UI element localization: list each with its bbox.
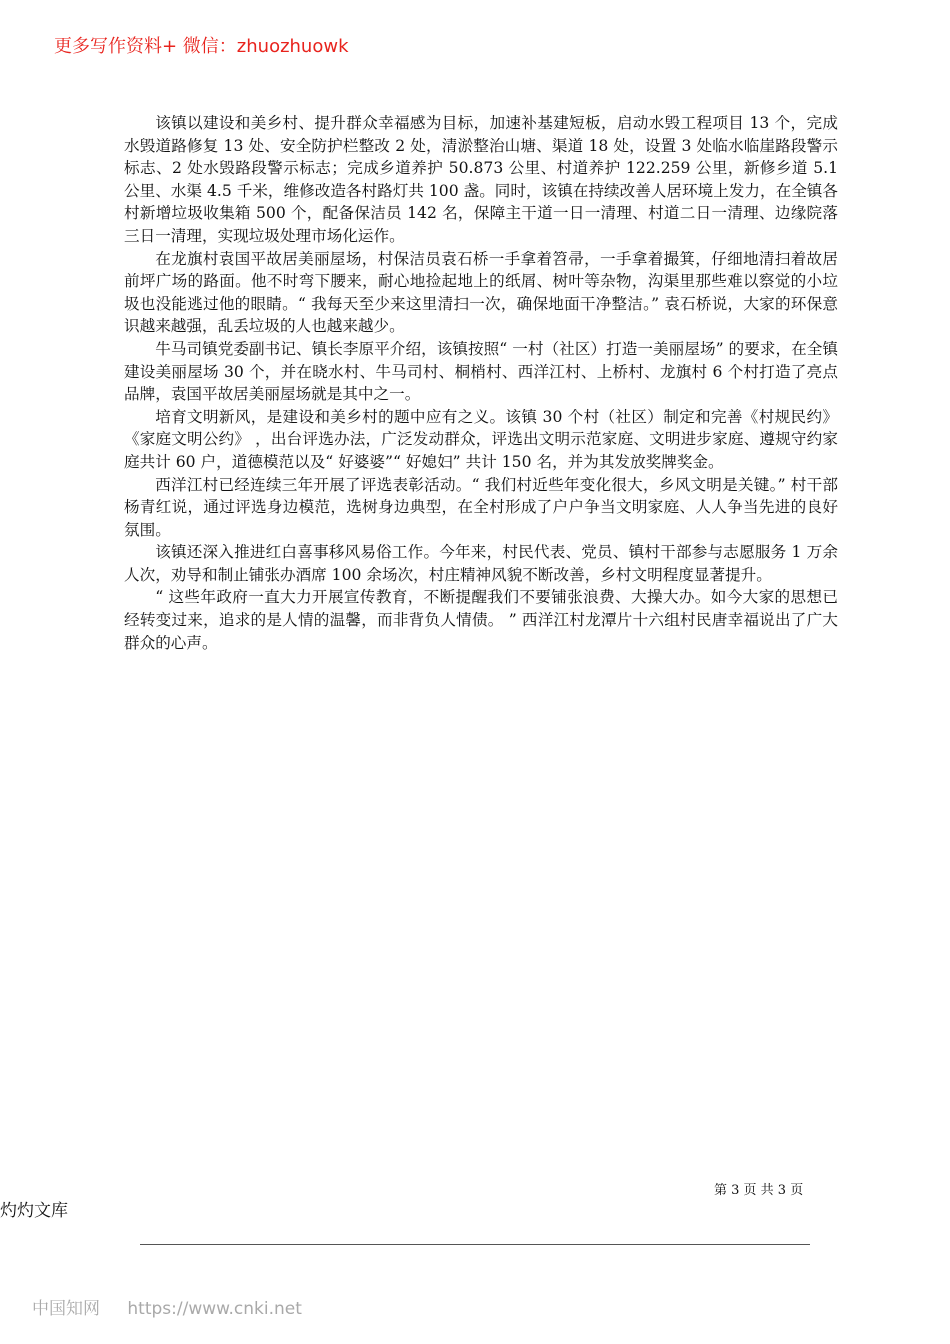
- paragraph: 牛马司镇党委副书记、镇长李原平介绍，该镇按照“ 一村（社区）打造一美丽屋场” 的要求，在全镇建设美丽屋场 30 个，并在晓水村、牛马司村、桐梢村、西洋江村、上桥村、龙旗村 6 个村打造了亮点品牌，袁国平故居美丽屋场就是其中之一。: [124, 339, 838, 404]
- footer-divider: [140, 1244, 810, 1245]
- watermark: [32, 1294, 302, 1319]
- page-number: 第 3 页 共 3 页: [714, 1183, 804, 1198]
- watermark-url: https://www.cnki.net: [127, 1299, 302, 1319]
- watermark-site-name: 中国知网: [32, 1299, 100, 1319]
- paragraph: 培育文明新风，是建设和美乡村的题中应有之义。该镇 30 个村（社区）制定和完善《村规民约》《家庭文明公约》 ，出台评选办法，广泛发动群众，评选出文明示范家庭、文明进步家庭、遵规守约家庭共计 60 户，道德模范以及“ 好婆婆”“ 好媳妇” 共计 150 名，并为其发放奖牌奖金。: [124, 407, 838, 471]
- article-body: [124, 112, 838, 654]
- library-name: 灼灼文库: [0, 1201, 68, 1221]
- paragraph: 西洋江村已经连续三年开展了评选表彰活动。“ 我们村近些年变化很大，乡风文明是关键。” 村干部杨青红说，通过评选身边模范，选树身边典型，在全村形成了户户争当文明家庭、人人争当先进的良好氛围。: [124, 475, 838, 539]
- paragraph: “ 这些年政府一直大力开展宣传教育，不断提醒我们不要铺张浪费、大操大办。如今大家的思想已经转变过来，追求的是人情的温馨，而非背负人情债。 ” 西洋江村龙潭片十六组村民唐幸福说出了广大群众的心声。: [124, 588, 838, 652]
- paragraph: 该镇还深入推进红白喜事移风易俗工作。今年来，村民代表、党员、镇村干部参与志愿服务 1 万余人次，劝导和制止铺张办酒席 100 余场次，村庄精神风貌不断改善，乡村文明程度显著提升。: [124, 543, 838, 584]
- promo-header: 更多写作资料+ 微信：zhuozhuowk: [54, 36, 349, 57]
- paragraph: 该镇以建设和美乡村、提升群众幸福感为目标，加速补基建短板，启动水毁工程项目 13 个，完成水毁道路修复 13 处、安全防护栏整改 2 处，清淤整治山塘、渠道 18 处，设置 3 处临水临崖路段警示标志、2 处水毁路段警示标志；完成乡道养护 50.873 公里、村道养护 122.259 公里，新修乡道 5.1 公里、水渠 4.5 千米，维修改造各村路灯共 100 盏。同时，该镇在持续改善人居环境上发力，在全镇各村新增垃圾收集箱 500 个，配备保洁员 142 名，保障主干道一日一清理、村道二日一清理、边缘院落三日一清理，实现垃圾处理市场化运作。: [124, 114, 838, 245]
- paragraph: 在龙旗村袁国平故居美丽屋场，村保洁员袁石桥一手拿着笤帚，一手拿着撮箕，仔细地清扫着故居前坪广场的路面。他不时弯下腰来，耐心地捡起地上的纸屑、树叶等杂物，沟渠里那些难以察觉的小垃圾也没能逃过他的眼睛。“ 我每天至少来这里清扫一次，确保地面干净整洁。” 袁石桥说，大家的环保意识越来越强，乱丢垃圾的人也越来越少。: [124, 249, 838, 336]
